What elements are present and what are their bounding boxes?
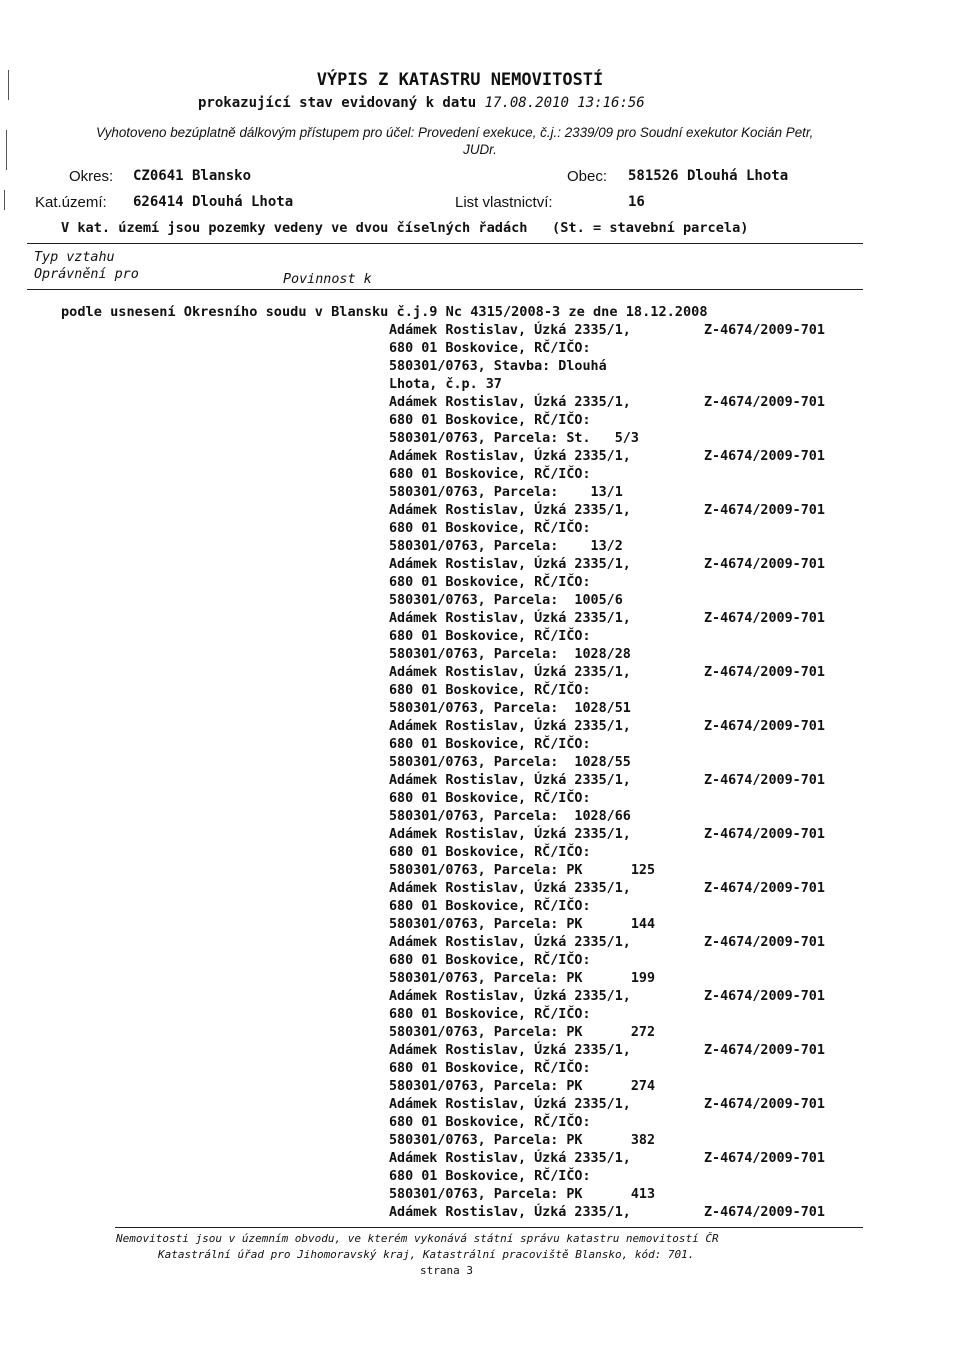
entry-reference: Z-4674/2009-701 — [704, 395, 825, 410]
entry-reference: Z-4674/2009-701 — [704, 449, 825, 464]
entry-reference: Z-4674/2009-701 — [704, 1097, 825, 1112]
list-item — [389, 826, 849, 880]
purpose-line: Vyhotoveno bezúplatně dálkovým přístupem pro účel: Provedení exekuce, č.j.: 2339/09 pro Soudní exekutor Kocián Petr, — [96, 125, 814, 140]
entry-line: Adámek Rostislav, Úzká 2335/1, — [389, 449, 631, 464]
lv-label: List vlastnictví: — [455, 194, 553, 211]
list-item — [389, 610, 849, 664]
document-title: VÝPIS Z KATASTRU NEMOVITOSTÍ — [316, 70, 604, 90]
entry-reference: Z-4674/2009-701 — [704, 665, 825, 680]
entry-line: Adámek Rostislav, Úzká 2335/1, — [389, 989, 631, 1004]
entry-line: 680 01 Boskovice, RČ/IČO: — [389, 845, 591, 860]
entry-line: 680 01 Boskovice, RČ/IČO: — [389, 737, 591, 752]
entry-line: 680 01 Boskovice, RČ/IČO: — [389, 467, 591, 482]
list-item — [389, 664, 849, 718]
entry-line: 580301/0763, Parcela: PK 125 — [389, 863, 656, 878]
list-item — [389, 1042, 849, 1096]
entry-line: Adámek Rostislav, Úzká 2335/1, — [389, 1151, 631, 1166]
entry-reference: Z-4674/2009-701 — [704, 1151, 825, 1166]
entry-line: Adámek Rostislav, Úzká 2335/1, — [389, 935, 631, 950]
kat-value: 626414 Dlouhá Lhota — [133, 194, 294, 210]
entry-line: 680 01 Boskovice, RČ/IČO: — [389, 1007, 591, 1022]
entry-line: Adámek Rostislav, Úzká 2335/1, — [389, 611, 631, 626]
entry-line: Adámek Rostislav, Úzká 2335/1, — [389, 323, 631, 338]
list-item — [389, 322, 849, 394]
table-header-rule — [27, 289, 863, 290]
list-item — [389, 772, 849, 826]
footer-line: Nemovitosti jsou v územním obvodu, ve kterém vykonává státní správu katastru nemovitostí ČR — [116, 1232, 719, 1245]
subtitle-prefix: prokazující stav evidovaný k datu — [198, 95, 477, 111]
list-item — [389, 1096, 849, 1150]
entry-line: Adámek Rostislav, Úzká 2335/1, — [389, 881, 631, 896]
entry-line: 680 01 Boskovice, RČ/IČO: — [389, 953, 591, 968]
entry-line: Adámek Rostislav, Úzká 2335/1, — [389, 719, 631, 734]
entry-line: 680 01 Boskovice, RČ/IČO: — [389, 629, 591, 644]
entry-line: 580301/0763, Parcela: 1028/55 — [389, 755, 631, 770]
list-item — [389, 718, 849, 772]
footer-rule — [115, 1227, 863, 1228]
entry-line: 680 01 Boskovice, RČ/IČO: — [389, 791, 591, 806]
entry-line: Adámek Rostislav, Úzká 2335/1, — [389, 395, 631, 410]
entry-line: 580301/0763, Parcela: PK 272 — [389, 1025, 656, 1040]
entry-line: Adámek Rostislav, Úzká 2335/1, — [389, 1043, 631, 1058]
list-item — [389, 1150, 849, 1204]
entry-line: 580301/0763, Parcela: 1028/28 — [389, 647, 631, 662]
entry-line: 680 01 Boskovice, RČ/IČO: — [389, 1169, 591, 1184]
entry-line: 580301/0763, Parcela: 13/1 — [389, 485, 623, 500]
list-item — [389, 556, 849, 610]
entry-reference: Z-4674/2009-701 — [704, 557, 825, 572]
entry-reference: Z-4674/2009-701 — [704, 935, 825, 950]
list-item — [389, 934, 849, 988]
entry-line: 580301/0763, Parcela: PK 382 — [389, 1133, 656, 1148]
entry-reference: Z-4674/2009-701 — [704, 719, 825, 734]
entry-line: 580301/0763, Parcela: St. 5/3 — [389, 431, 639, 446]
entry-line: 680 01 Boskovice, RČ/IČO: — [389, 341, 591, 356]
entry-line: 580301/0763, Parcela: 1028/66 — [389, 809, 631, 824]
list-item — [389, 502, 849, 556]
list-item — [389, 880, 849, 934]
obec-value: 581526 Dlouhá Lhota — [628, 168, 789, 184]
list-item — [389, 394, 849, 448]
page-number: strana 3 — [420, 1264, 473, 1277]
entry-line: Lhota, č.p. 37 — [389, 377, 502, 392]
entry-reference: Z-4674/2009-701 — [704, 989, 825, 1004]
parcel-series-note: V kat. území jsou pozemky vedeny ve dvou číselných řadách (St. = stavební parcela) — [61, 220, 749, 236]
list-item — [389, 448, 849, 502]
okres-label: Okres: — [69, 168, 114, 185]
entry-line: 680 01 Boskovice, RČ/IČO: — [389, 521, 591, 536]
decision-line: podle usnesení Okresního soudu v Blansku č.j.9 Nc 4315/2008-3 ze dne 18.12.2008 — [61, 304, 708, 320]
list-item — [389, 1204, 849, 1222]
entry-line: 680 01 Boskovice, RČ/IČO: — [389, 413, 591, 428]
margin-mark — [4, 190, 5, 210]
entry-line: 580301/0763, Parcela: 1028/51 — [389, 701, 631, 716]
entry-line: Adámek Rostislav, Úzká 2335/1, — [389, 557, 631, 572]
entry-line: 680 01 Boskovice, RČ/IČO: — [389, 575, 591, 590]
entry-line: 680 01 Boskovice, RČ/IČO: — [389, 1061, 591, 1076]
entry-reference: Z-4674/2009-701 — [704, 1205, 825, 1220]
entry-line: 580301/0763, Parcela: 1005/6 — [389, 593, 623, 608]
entry-reference: Z-4674/2009-701 — [704, 827, 825, 842]
col-povinnost-k: Povinnost k — [283, 272, 372, 287]
entry-line: 680 01 Boskovice, RČ/IČO: — [389, 683, 591, 698]
entry-reference: Z-4674/2009-701 — [704, 323, 825, 338]
entry-reference: Z-4674/2009-701 — [704, 611, 825, 626]
purpose-line-2: JUDr. — [463, 142, 497, 157]
entry-line: Adámek Rostislav, Úzká 2335/1, — [389, 1097, 631, 1112]
entry-line: 580301/0763, Stavba: Dlouhá — [389, 359, 607, 374]
entry-line: Adámek Rostislav, Úzká 2335/1, — [389, 503, 631, 518]
entry-line: Adámek Rostislav, Úzká 2335/1, — [389, 773, 631, 788]
entry-reference: Z-4674/2009-701 — [704, 1043, 825, 1058]
kat-label: Kat.území: — [35, 194, 107, 211]
entry-line: Adámek Rostislav, Úzká 2335/1, — [389, 665, 631, 680]
entry-line: 580301/0763, Parcela: PK 199 — [389, 971, 656, 986]
entry-line: 580301/0763, Parcela: 13/2 — [389, 539, 623, 554]
entry-line: 580301/0763, Parcela: PK 413 — [389, 1187, 656, 1202]
footer-line-2: Katastrální úřad pro Jihomoravský kraj, Katastrální pracoviště Blansko, kód: 701. — [158, 1248, 695, 1261]
col-opravneni-pro: Oprávnění pro — [34, 267, 139, 282]
entry-reference: Z-4674/2009-701 — [704, 503, 825, 518]
entry-line: 680 01 Boskovice, RČ/IČO: — [389, 899, 591, 914]
lv-value: 16 — [628, 194, 645, 210]
entry-line: 580301/0763, Parcela: PK 274 — [389, 1079, 656, 1094]
entry-reference: Z-4674/2009-701 — [704, 881, 825, 896]
entry-line: 680 01 Boskovice, RČ/IČO: — [389, 1115, 591, 1130]
header-rule — [27, 243, 863, 244]
entry-line: 580301/0763, Parcela: PK 144 — [389, 917, 656, 932]
document-subtitle — [198, 95, 645, 111]
okres-value: CZ0641 Blansko — [133, 168, 252, 184]
entry-reference: Z-4674/2009-701 — [704, 773, 825, 788]
obec-label: Obec: — [567, 168, 608, 185]
subtitle-timestamp: 17.08.2010 13:16:56 — [484, 95, 645, 111]
list-item — [389, 988, 849, 1042]
col-typ-vztahu: Typ vztahu — [34, 250, 115, 265]
entry-line: Adámek Rostislav, Úzká 2335/1, — [389, 827, 631, 842]
entry-line: Adámek Rostislav, Úzká 2335/1, — [389, 1205, 631, 1220]
